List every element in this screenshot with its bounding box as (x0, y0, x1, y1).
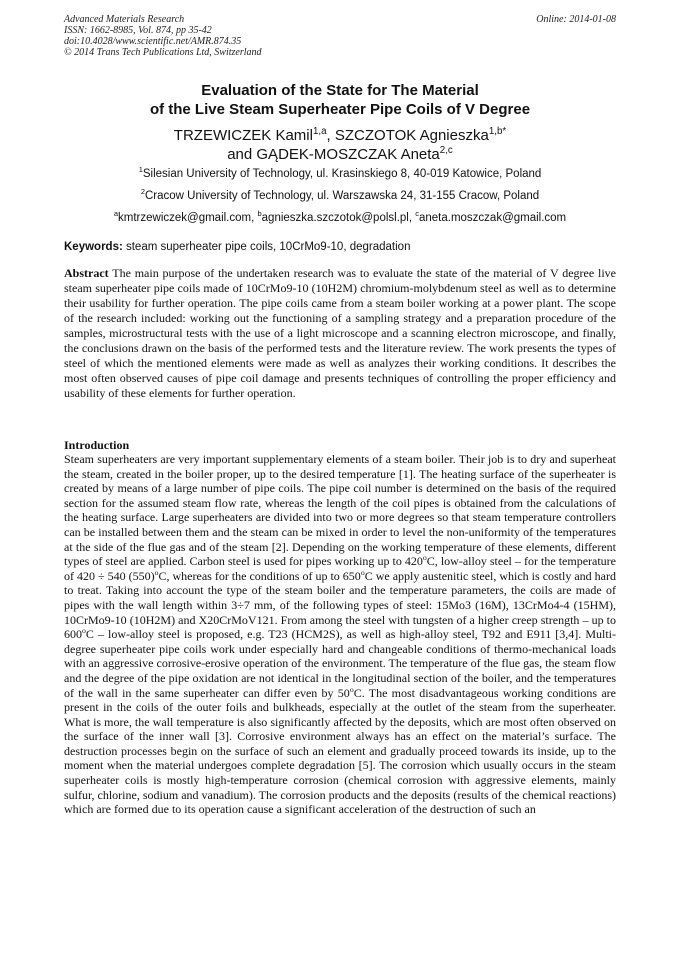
paper-title (64, 81, 616, 119)
abstract-text: The main purpose of the undertaken research was to evaluate the state of the material of V degree live steam superheater pipe coils made of 10CrMo9-10 (10H2M) chromium-molybdenum steel as well as to determine their usability for further operation. The pipe coils came from a steam boiler working at a power plant. The scope of the research included: working out the functioning of a sampling strategy and a preparation procedure of the samples, microstructural tests with the use of a light microscope and a scanning electron microscope, and finally, the conclusions drawn on the basis of the performed tests and the literature review. The work presents the types of steel of which the mentioned elements were made as well as analyzes their working conditions. It describes the most often observed causes of pipe coil damage and presents techniques of controlling the proper efficiency and usability of these elements for further operation. (64, 266, 616, 400)
email-address: aneta.moszczak@gmail.com (418, 212, 567, 224)
author-emails (64, 211, 616, 225)
author-line-1 (64, 126, 616, 145)
keywords-line (64, 240, 616, 254)
intro-text: C. The most disadvantageous working conditions are present in the coils of the outer foils and bulkheads, especially at the outlet of the steam from the superheater. What is more, the wall temperature is also significantly affected by the deposits, which are most often observed on the surface of the inner wall [3]. Corrosive environment always has an effect on the material’s surface. The destruction processes begin on the surface of such an element and gradually proceed towards its inside, up to the moment when the material undergoes complete degradation [5]. The corrosion which usually occurs in the steam superheater coils is mostly high-temperature corrosion (chemical corrosion with aggressive elements, mainly sulfur, chlorine, sodium and vanadium). The corrosion products and the deposits (results of the chemical reactions) which are formed due to its operation cause a significant acceleration of the destruction of such an (64, 685, 616, 817)
email-superscript: a (113, 209, 119, 219)
doi-line: doi:10.4028/www.scientific.net/AMR.874.35 (64, 36, 242, 47)
author-conjunction: and (227, 146, 257, 163)
author-superscript: 1,a (312, 126, 327, 137)
journal-name: Advanced Materials Research (64, 14, 185, 25)
copyright-line: © 2014 Trans Tech Publications Ltd, Switzerland (64, 47, 262, 58)
affiliation-superscript: 2 (140, 187, 145, 197)
affiliation-text: Cracow University of Technology, ul. Warszawska 24, 31-155 Cracow, Poland (144, 190, 540, 202)
intro-text: C we apply austenitic steel, which is costly and hard to treat. Taking into account the type of the steam boiler and the temperature parameters, the coils are made of pipes with the wall length within 3÷7 mm, of the following types of steel: 15Mo3 (16M), 13CrMo4-4 (15HM), 10CrMo9-10 (10H2M) and X20CrMoV121. From among the steel with tungsten of a higher creep strength – up to 600 (64, 568, 617, 642)
abstract-label: Abstract (64, 266, 109, 280)
degree-superscript: o (154, 567, 159, 577)
affiliation-superscript: 1 (138, 165, 143, 175)
journal-header (64, 14, 616, 58)
intro-text: C, low-alloy steel – for the temperature of 420 ÷ 540 (550) (64, 554, 616, 583)
title-line-1: Evaluation of the State for The Material (201, 82, 479, 99)
author-superscript: 2,c (439, 145, 453, 156)
author-superscript: 1,b* (488, 126, 507, 137)
affiliation-2 (64, 189, 616, 203)
online-date: Online: 2014-01-08 (536, 14, 616, 25)
degree-superscript: o (349, 684, 354, 694)
author-name: TRZEWICZEK Kamil (173, 127, 313, 144)
author-separator: , (326, 127, 335, 144)
introduction-paragraph (64, 452, 616, 817)
author-name: GĄDEK-MOSZCZAK Aneta (256, 146, 440, 163)
keywords-label: Keywords: (64, 241, 123, 253)
abstract-paragraph (64, 266, 616, 401)
degree-superscript: o (360, 567, 365, 577)
intro-text: Steam superheaters are very important supplementary elements of a steam boiler. Their job is to dry and superheat the steam, created in the boiler proper, up to the desired temperature [1]. The heating surface of the superheater is created by means of a large number of pipe coils. The pipe coil number is determined on the basis of the required section for the assumed steam flow rate, whereas the length of the coil pipes is obtained from the calculations of the heating surface. Large superheaters are divided into two or more degrees so that steam temperature controllers can be installed between them and the steam can be mixed in order to level the non-uniformity of the temperatures at the side of the flue gas and of the steam [2]. Depending on the working temperature of these elements, different types of steel are applied. Carbon steel is used for pipes working up to 420 (64, 452, 616, 569)
title-line-2: of the Live Steam Superheater Pipe Coils of V Degree (149, 101, 531, 118)
author-line-2 (64, 145, 616, 164)
section-heading-introduction: Introduction (64, 438, 130, 452)
intro-text: C – low-alloy steel is proposed, e.g. T23 (HCM2S), as well as high-alloy steel, T92 and E911 [3,4]. Multi-degree superheater pipe coils work under especially hard and changeable conditions of thermo-mechanical loads with an aggressive corrosive-erosive operation of the environment. The temperature of the flue gas, the steam flow and the degree of the pipe oxidation are not identical in the longitudinal section of the boiler, and the temperatures of the wall in the same superheater can differ even by 50 (64, 627, 616, 700)
intro-text: C, whereas for the conditions of up to 650 (158, 568, 361, 583)
email-address: kmtrzewiczek@gmail.com, (118, 212, 258, 224)
degree-superscript: o (82, 626, 86, 636)
degree-superscript: o (422, 553, 427, 563)
keywords-text: steam superheater pipe coils, 10CrMo9-10, degradation (122, 241, 411, 253)
email-address: agnieszka.szczotok@polsl.pl, (261, 212, 416, 224)
affiliation-text: Silesian University of Technology, ul. Krasinskiego 8, 40-019 Katowice, Poland (142, 168, 542, 180)
affiliation-1 (64, 167, 616, 181)
author-name: SZCZOTOK Agnieszka (334, 127, 489, 144)
email-superscript: c (415, 209, 419, 219)
author-list (64, 126, 616, 164)
email-superscript: b (257, 209, 262, 219)
issn-line: ISSN: 1662-8985, Vol. 874, pp 35-42 (64, 25, 212, 36)
